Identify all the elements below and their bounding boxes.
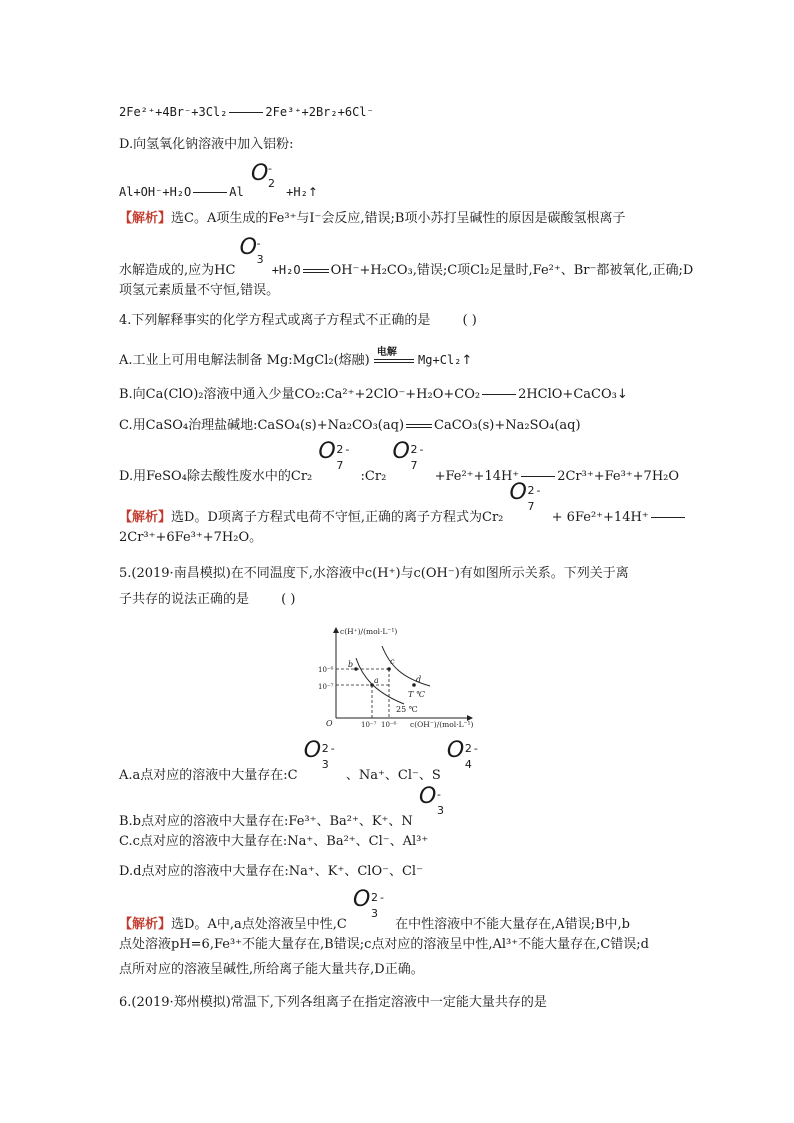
analysis-line xyxy=(119,887,630,933)
answer-blank: ( ) xyxy=(462,313,477,328)
analysis-text: +H₂O xyxy=(271,263,301,277)
superscript: 2 xyxy=(336,443,344,456)
oxygen-group xyxy=(250,161,279,196)
reversible-arrow-icon xyxy=(406,423,432,429)
option-a xyxy=(119,738,485,784)
question-text: 子共存的说法正确的是 xyxy=(119,592,250,607)
option-c: C.c点对应的溶液中大量存在:Na⁺、Ba²⁺、Cl⁻、Al³⁺ xyxy=(119,834,429,849)
analysis-text: 选D。A中,a点处溶液呈中性,C xyxy=(171,917,347,932)
point-b xyxy=(354,667,358,671)
charge: - xyxy=(345,443,350,456)
option-text: Mg+Cl₂ xyxy=(418,353,462,367)
oxygen-group xyxy=(316,439,356,480)
analysis-text: 在中性溶液中不能大量存在,A错误;B中,b xyxy=(395,917,630,932)
oxygen-symbol: O xyxy=(239,235,257,260)
point-label: a xyxy=(374,676,379,685)
y-tick-label: 10⁻⁷ xyxy=(318,683,334,691)
option-d: D.d点对应的溶液中大量存在:Na⁺、K⁺、ClO⁻、Cl⁻ xyxy=(119,864,423,879)
arrow-label: 电解 xyxy=(376,346,397,358)
reversible-arrow-icon xyxy=(303,268,329,274)
oxygen-group xyxy=(302,738,342,779)
equation-part: +H₂ xyxy=(286,185,308,199)
option-text: A.工业上可用电解法制备 Mg:MgCl₂(熔融) xyxy=(119,353,370,368)
oxygen-group xyxy=(508,480,548,521)
oxygen-symbol: O xyxy=(352,887,371,912)
subscript: 7 xyxy=(527,500,535,513)
oxygen-group xyxy=(445,738,485,779)
oxygen-group xyxy=(239,235,268,274)
oxygen-group xyxy=(390,439,430,480)
subscript: 3 xyxy=(370,907,378,920)
option-b xyxy=(119,784,447,830)
oxygen-symbol: O xyxy=(418,784,437,809)
answer-blank: ( ) xyxy=(281,592,296,607)
subscript: 7 xyxy=(336,459,344,472)
oxygen-symbol: O xyxy=(446,738,465,763)
analysis-line xyxy=(119,480,687,526)
option-b xyxy=(119,387,628,403)
oxygen-symbol: O xyxy=(509,480,527,505)
question-6: 6.(2019·郑州模拟)常温下,下列各组离子在指定溶液中一定能大量共存的是 xyxy=(119,995,547,1010)
subscript: 3 xyxy=(436,804,444,817)
charge: - xyxy=(436,788,441,801)
y-axis-label: c(H⁺)/(mol·L⁻¹) xyxy=(340,627,398,636)
subscript: 7 xyxy=(410,459,418,472)
analysis-text: 水解造成的,应为HC xyxy=(119,263,236,278)
superscript: 2 xyxy=(410,443,418,456)
gas-arrow-icon: ↑ xyxy=(461,353,473,368)
charge: - xyxy=(379,891,384,904)
point-label: d xyxy=(416,675,422,684)
curve-label: 25 ℃ xyxy=(396,705,418,714)
analysis-tag: 【解析】 xyxy=(119,917,172,932)
option-text: 2Cr³⁺+Fe³⁺+7H₂O xyxy=(557,469,680,484)
curve-label: T ℃ xyxy=(408,690,425,699)
subscript: 3 xyxy=(256,253,264,266)
analysis-line: 点处溶液pH=6,Fe³⁺不能大量存在,B错误;c点对应的溶液呈中性,Al³⁺不能大量存在,C错误;d xyxy=(119,937,649,952)
question-5: 5.(2019·南昌模拟)在不同温度下,水溶液中c(H⁺)与c(OH⁻)有如图所示关系。下列关于离 xyxy=(119,566,629,581)
subscript: 4 xyxy=(464,758,472,771)
gas-arrow-icon: ↑ xyxy=(307,185,318,199)
x-tick-label: 10⁻⁶ xyxy=(381,721,397,729)
charge: - xyxy=(267,162,272,175)
option-text: 2HClO+CaCO₃ xyxy=(518,387,617,402)
option-text: 、Na⁺、Cl⁻、S xyxy=(345,768,441,783)
curve-25c xyxy=(356,658,404,704)
option-text: A.a点对应的溶液中大量存在:C xyxy=(119,768,298,783)
oxygen-symbol: O xyxy=(303,738,322,763)
oxygen-symbol: O xyxy=(392,439,410,464)
equation-right: 2Fe³⁺+2Br₂+6Cl⁻ xyxy=(265,105,374,119)
equals-line xyxy=(651,517,685,518)
oxygen-symbol: O xyxy=(318,439,336,464)
equation-line xyxy=(119,161,318,200)
charge: - xyxy=(256,237,261,250)
option-text: B.b点对应的溶液中大量存在:Fe³⁺、Ba²⁺、K⁺、N xyxy=(119,814,413,829)
electrolysis-arrow xyxy=(374,346,414,367)
option-text: CaCO₃(s)+Na₂SO₄(aq) xyxy=(434,418,581,433)
option-text: :Cr₂ xyxy=(360,469,387,484)
analysis-line: 2Cr³⁺+6Fe³⁺+7H₂O。 xyxy=(119,530,263,545)
superscript: 2 xyxy=(464,742,472,755)
question-5-cont xyxy=(119,592,295,608)
superscript: 2 xyxy=(370,891,378,904)
subscript: 3 xyxy=(321,758,329,771)
oxygen-symbol: O xyxy=(250,161,269,186)
point-label: c xyxy=(390,657,395,666)
superscript: 2 xyxy=(321,742,329,755)
question-text: 4.下列解释事实的化学方程式或离子方程式不正确的是 xyxy=(119,313,431,328)
point-c xyxy=(387,667,391,671)
analysis-line xyxy=(119,235,694,279)
subscript: 2 xyxy=(267,177,275,190)
analysis-text: 选D。D项离子方程式电荷不守恒,正确的离子方程式为Cr₂ xyxy=(171,510,504,525)
equation-left: 2Fe²⁺+4Br⁻+3Cl₂ xyxy=(119,105,228,119)
charge: - xyxy=(419,443,424,456)
precipitate-arrow-icon: ↓ xyxy=(616,387,628,402)
x-tick-label: 10⁻⁷ xyxy=(361,721,377,729)
point-label: b xyxy=(348,660,354,669)
analysis-tag: 【解析】 xyxy=(119,510,172,525)
equation-line xyxy=(119,104,374,120)
question-4 xyxy=(119,313,477,329)
option-a xyxy=(119,346,473,369)
origin-label: O xyxy=(326,719,333,728)
charge: - xyxy=(536,484,541,497)
option-d xyxy=(119,439,680,485)
oxygen-group xyxy=(417,784,447,825)
analysis-text: OH⁻+H₂CO₃,错误;C项Cl₂足量时,Fe²⁺、Br⁻都被氧化,正确;D xyxy=(330,263,694,278)
y-tick-label: 10⁻⁶ xyxy=(318,666,334,674)
oxygen-group xyxy=(351,887,391,928)
superscript: 2 xyxy=(527,484,535,497)
analysis-tag: 【解析】 xyxy=(119,211,172,226)
charge: - xyxy=(330,742,335,755)
option-text: B.向Ca(ClO)₂溶液中通入少量CO₂:Ca²⁺+2ClO⁻+H₂O+CO₂ xyxy=(119,387,481,402)
option-text: C.用CaSO₄治理盐碱地:CaSO₄(s)+Na₂CO₃(aq) xyxy=(119,418,405,433)
analysis-text: + 6Fe²⁺+14H⁺ xyxy=(551,510,649,525)
equals-line xyxy=(521,476,555,477)
analysis-line xyxy=(119,211,626,227)
analysis-line: 点所对应的溶液呈碱性,所给离子能大量共存,D正确。 xyxy=(119,962,424,977)
equals-line xyxy=(193,192,227,193)
equation-left: Al+OH⁻+H₂O xyxy=(119,185,192,199)
analysis-line: 项氢元素质量不守恒,错误。 xyxy=(119,283,280,298)
option-text: D.用FeSO₄除去酸性废水中的Cr₂ xyxy=(119,469,313,484)
option-text: +Fe²⁺+14H⁺ xyxy=(434,469,520,484)
equation-part: Al xyxy=(229,185,244,199)
chart xyxy=(318,620,478,730)
analysis-text: 选C。A项生成的Fe³⁺与I⁻会反应,错误;B项小苏打呈碱性的原因是碳酸氢根离子 xyxy=(171,211,626,226)
x-axis-label: c(OH⁻)/(mol·L⁻¹) xyxy=(410,720,474,729)
equals-line xyxy=(229,112,263,113)
charge: - xyxy=(473,742,478,755)
equals-line xyxy=(482,394,516,395)
option-d-label: D.向氢氧化钠溶液中加入铝粉: xyxy=(119,137,294,152)
option-c xyxy=(119,418,581,434)
